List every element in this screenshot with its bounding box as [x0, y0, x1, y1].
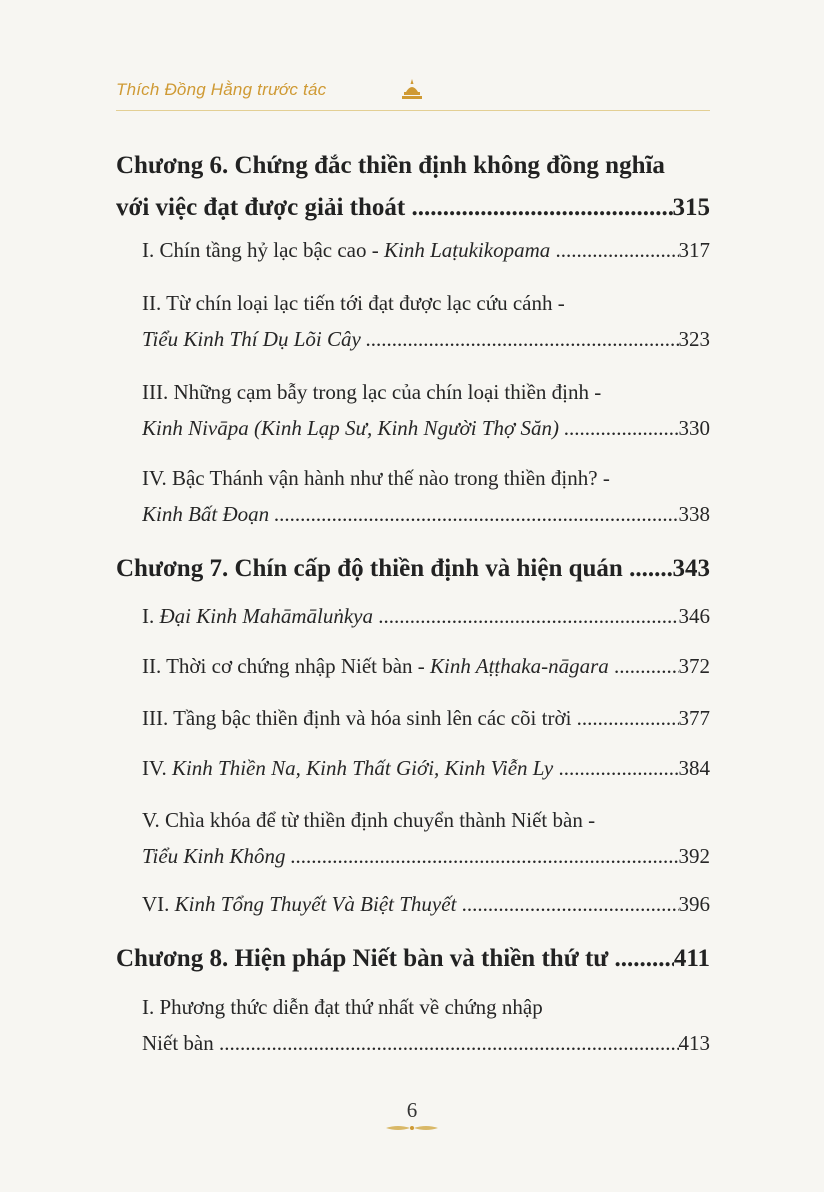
toc-entry-7-4: [142, 750, 710, 786]
toc-entry-7-1: [142, 598, 710, 634]
entry-page: 372: [678, 654, 710, 678]
running-header: [116, 78, 710, 111]
entry-page: 323: [678, 327, 710, 351]
entry-title: III. Tầng bậc thiền định và hóa sinh lên các cõi trời .....: [142, 700, 679, 736]
entry-sutta: Tiểu Kinh Không .....: [142, 838, 679, 874]
chapter-8-page: 411: [673, 945, 710, 972]
toc-entry-7-5: [142, 802, 710, 874]
chapter-6-heading: [116, 145, 710, 229]
entry-sutta: Kinh Nivāpa (Kinh Lạp Sư, Kinh Người Thợ Săn) .....: [142, 410, 679, 446]
entry-title: II. Từ chín loại lạc tiến tới đạt được lạc cứu cánh -: [142, 291, 565, 315]
entry-page: 396: [678, 892, 710, 916]
entry-title: V. Chìa khóa để từ thiền định chuyển thành Niết bàn -: [142, 808, 596, 832]
toc-entry-7-2: [142, 648, 710, 684]
entry-sutta: Kinh Thiền Na, Kinh Thất Giới, Kinh Viễn Ly: [171, 756, 554, 780]
chapter-8-heading: [116, 938, 710, 980]
chapter-6-page: 315: [672, 194, 710, 221]
chapter-6-title-line2: với việc đạt được giải thoát .....: [116, 187, 673, 229]
entry-number: VI.: [142, 892, 170, 916]
toc-entry-7-3: [142, 700, 710, 736]
running-title: Thích Đồng Hằng trước tác: [116, 80, 327, 99]
entry-sutta: Kinh Laṭukikopama: [384, 238, 551, 262]
page-number: 6: [406, 1098, 418, 1122]
entry-title: I. Phương thức diễn đạt thứ nhất về chứng nhập: [142, 995, 543, 1019]
entry-number: IV.: [142, 756, 167, 780]
toc-entry-6-1: [142, 232, 710, 268]
toc-entry-6-3: [142, 374, 710, 446]
entry-page: 392: [678, 844, 710, 868]
toc-entry-7-6: [142, 886, 710, 922]
entry-sutta: Kinh Tổng Thuyết Và Biệt Thuyết: [174, 892, 457, 916]
entry-page: 338: [678, 502, 710, 526]
entry-number: I.: [142, 238, 155, 262]
chapter-7-title: Chương 7. Chín cấp độ thiền định và hiện quán .....: [116, 548, 673, 590]
ornament-icon: [384, 1124, 440, 1132]
entry-title: IV. Bậc Thánh vận hành như thế nào trong thiền định? -: [142, 466, 610, 490]
entry-number: I.: [142, 604, 155, 628]
entry-title-cont: Niết bàn .....: [142, 1025, 679, 1061]
entry-page: 413: [678, 1031, 710, 1055]
chapter-6-title-line1: Chương 6. Chứng đắc thiền định không đồng nghĩa: [116, 152, 665, 179]
entry-title: II. Thời cơ chứng nhập Niết bàn -: [142, 654, 431, 678]
entry-title: Chín tầng hỷ lạc bậc cao -: [159, 238, 384, 262]
entry-sutta: Đại Kinh Mahāmāluṅkya: [159, 604, 373, 628]
entry-page: 330: [678, 416, 710, 440]
toc-entry-6-4: [142, 460, 710, 532]
entry-sutta: Tiểu Kinh Thí Dụ Lõi Cây .....: [142, 321, 679, 357]
entry-page: 384: [678, 756, 710, 780]
toc-entry-8-1: [142, 989, 710, 1061]
toc-entry-6-2: [142, 285, 710, 357]
entry-sutta: Kinh Aṭṭhaka-nāgara: [430, 654, 609, 678]
entry-page: 346: [678, 604, 710, 628]
chapter-7-heading: [116, 548, 710, 590]
chapter-8-title: Chương 8. Hiện pháp Niết bàn và thiền thứ tư .....: [116, 938, 674, 980]
entry-sutta: Kinh Bất Đoạn .....: [142, 496, 679, 532]
stupa-icon: [398, 78, 426, 102]
entry-title: III. Những cạm bẫy trong lạc của chín loại thiền định -: [142, 380, 602, 404]
entry-page: 377: [678, 706, 710, 730]
chapter-7-page: 343: [672, 555, 710, 582]
entry-page: 317: [678, 238, 710, 262]
